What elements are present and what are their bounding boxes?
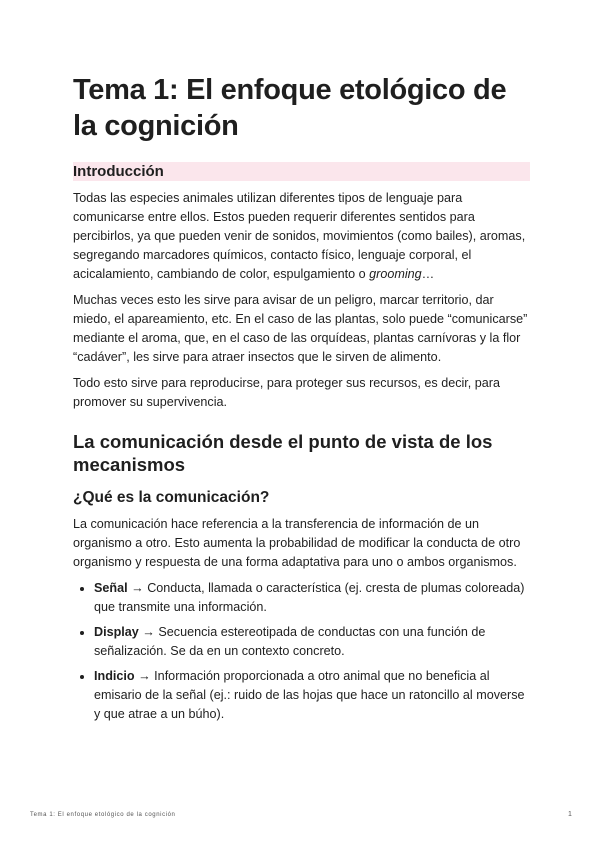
footer-page-number: 1 xyxy=(568,811,572,818)
intro-paragraph-1-emphasis: grooming xyxy=(369,267,422,281)
intro-paragraph-3: Todo esto sirve para reproducirse, para proteger sus recursos, es decir, para promover su supervivencia. xyxy=(73,376,500,409)
intro-paragraph-1 xyxy=(73,189,530,284)
intro-paragraph-1-text: Todas las especies animales utilizan diferentes tipos de lenguaje para comunicarse entre ellos. Estos pueden requerir diferentes sentidos para percibirlos, ya que pueden venir de sonidos, movimientos (como bailes), aromas, segregando marcadores químicos, contacto físico, lenguaje corporal, el acicalamiento, cambiando de color, espulgamiento o xyxy=(73,191,526,281)
footer-title: Tema 1: El enfoque etológico de la cognición xyxy=(30,812,176,818)
list-item-text: → Secuencia estereotipada de conductas con una función de señalización. Se da en un contexto concreto. xyxy=(94,625,486,658)
page-title: Tema 1: El enfoque etológico de la cognición xyxy=(73,74,507,142)
section-subheading: ¿Qué es la comunicación? xyxy=(73,489,270,506)
list-item-text: → Conducta, llamada o característica (ej. cresta de plumas coloreada) que transmite una información. xyxy=(94,581,525,614)
list-item-term: Indicio xyxy=(94,669,135,683)
list-item-term: Señal xyxy=(94,581,128,595)
list-item xyxy=(94,623,530,661)
list-item-text: → Información proporcionada a otro animal que no beneficia al emisario de la señal (ej.: ruido de las hojas que hace un ratoncillo al moverse y que atrae a un búho). xyxy=(94,669,525,721)
list-item xyxy=(94,579,530,617)
list-item-term: Display xyxy=(94,625,139,639)
intro-paragraph-2: Muchas veces esto les sirve para avisar de un peligro, marcar territorio, dar miedo, el apareamiento, etc. En el caso de las plantas, solo puede “comunicarse” mediante el aroma, que, en el caso de las orquídeas, plantas carnívoras y la flor “cadáver”, les sirve para atraer insectos que le sirven de alimento. xyxy=(73,293,528,364)
section-paragraph: La comunicación hace referencia a la transferencia de información de un organismo a otro. Esto aumenta la probabilidad de modificar la conducta de otro organismo y respuesta de una forma adaptativa para uno o ambos organismos. xyxy=(73,517,521,569)
definition-list xyxy=(73,579,530,724)
document-page xyxy=(73,72,530,730)
list-item xyxy=(94,667,530,724)
intro-heading: Introducción xyxy=(73,163,164,180)
intro-heading-band xyxy=(73,162,530,181)
intro-paragraph-1-ellipsis: … xyxy=(421,267,435,281)
section-heading: La comunicación desde el punto de vista de los mecanismos xyxy=(73,431,493,475)
